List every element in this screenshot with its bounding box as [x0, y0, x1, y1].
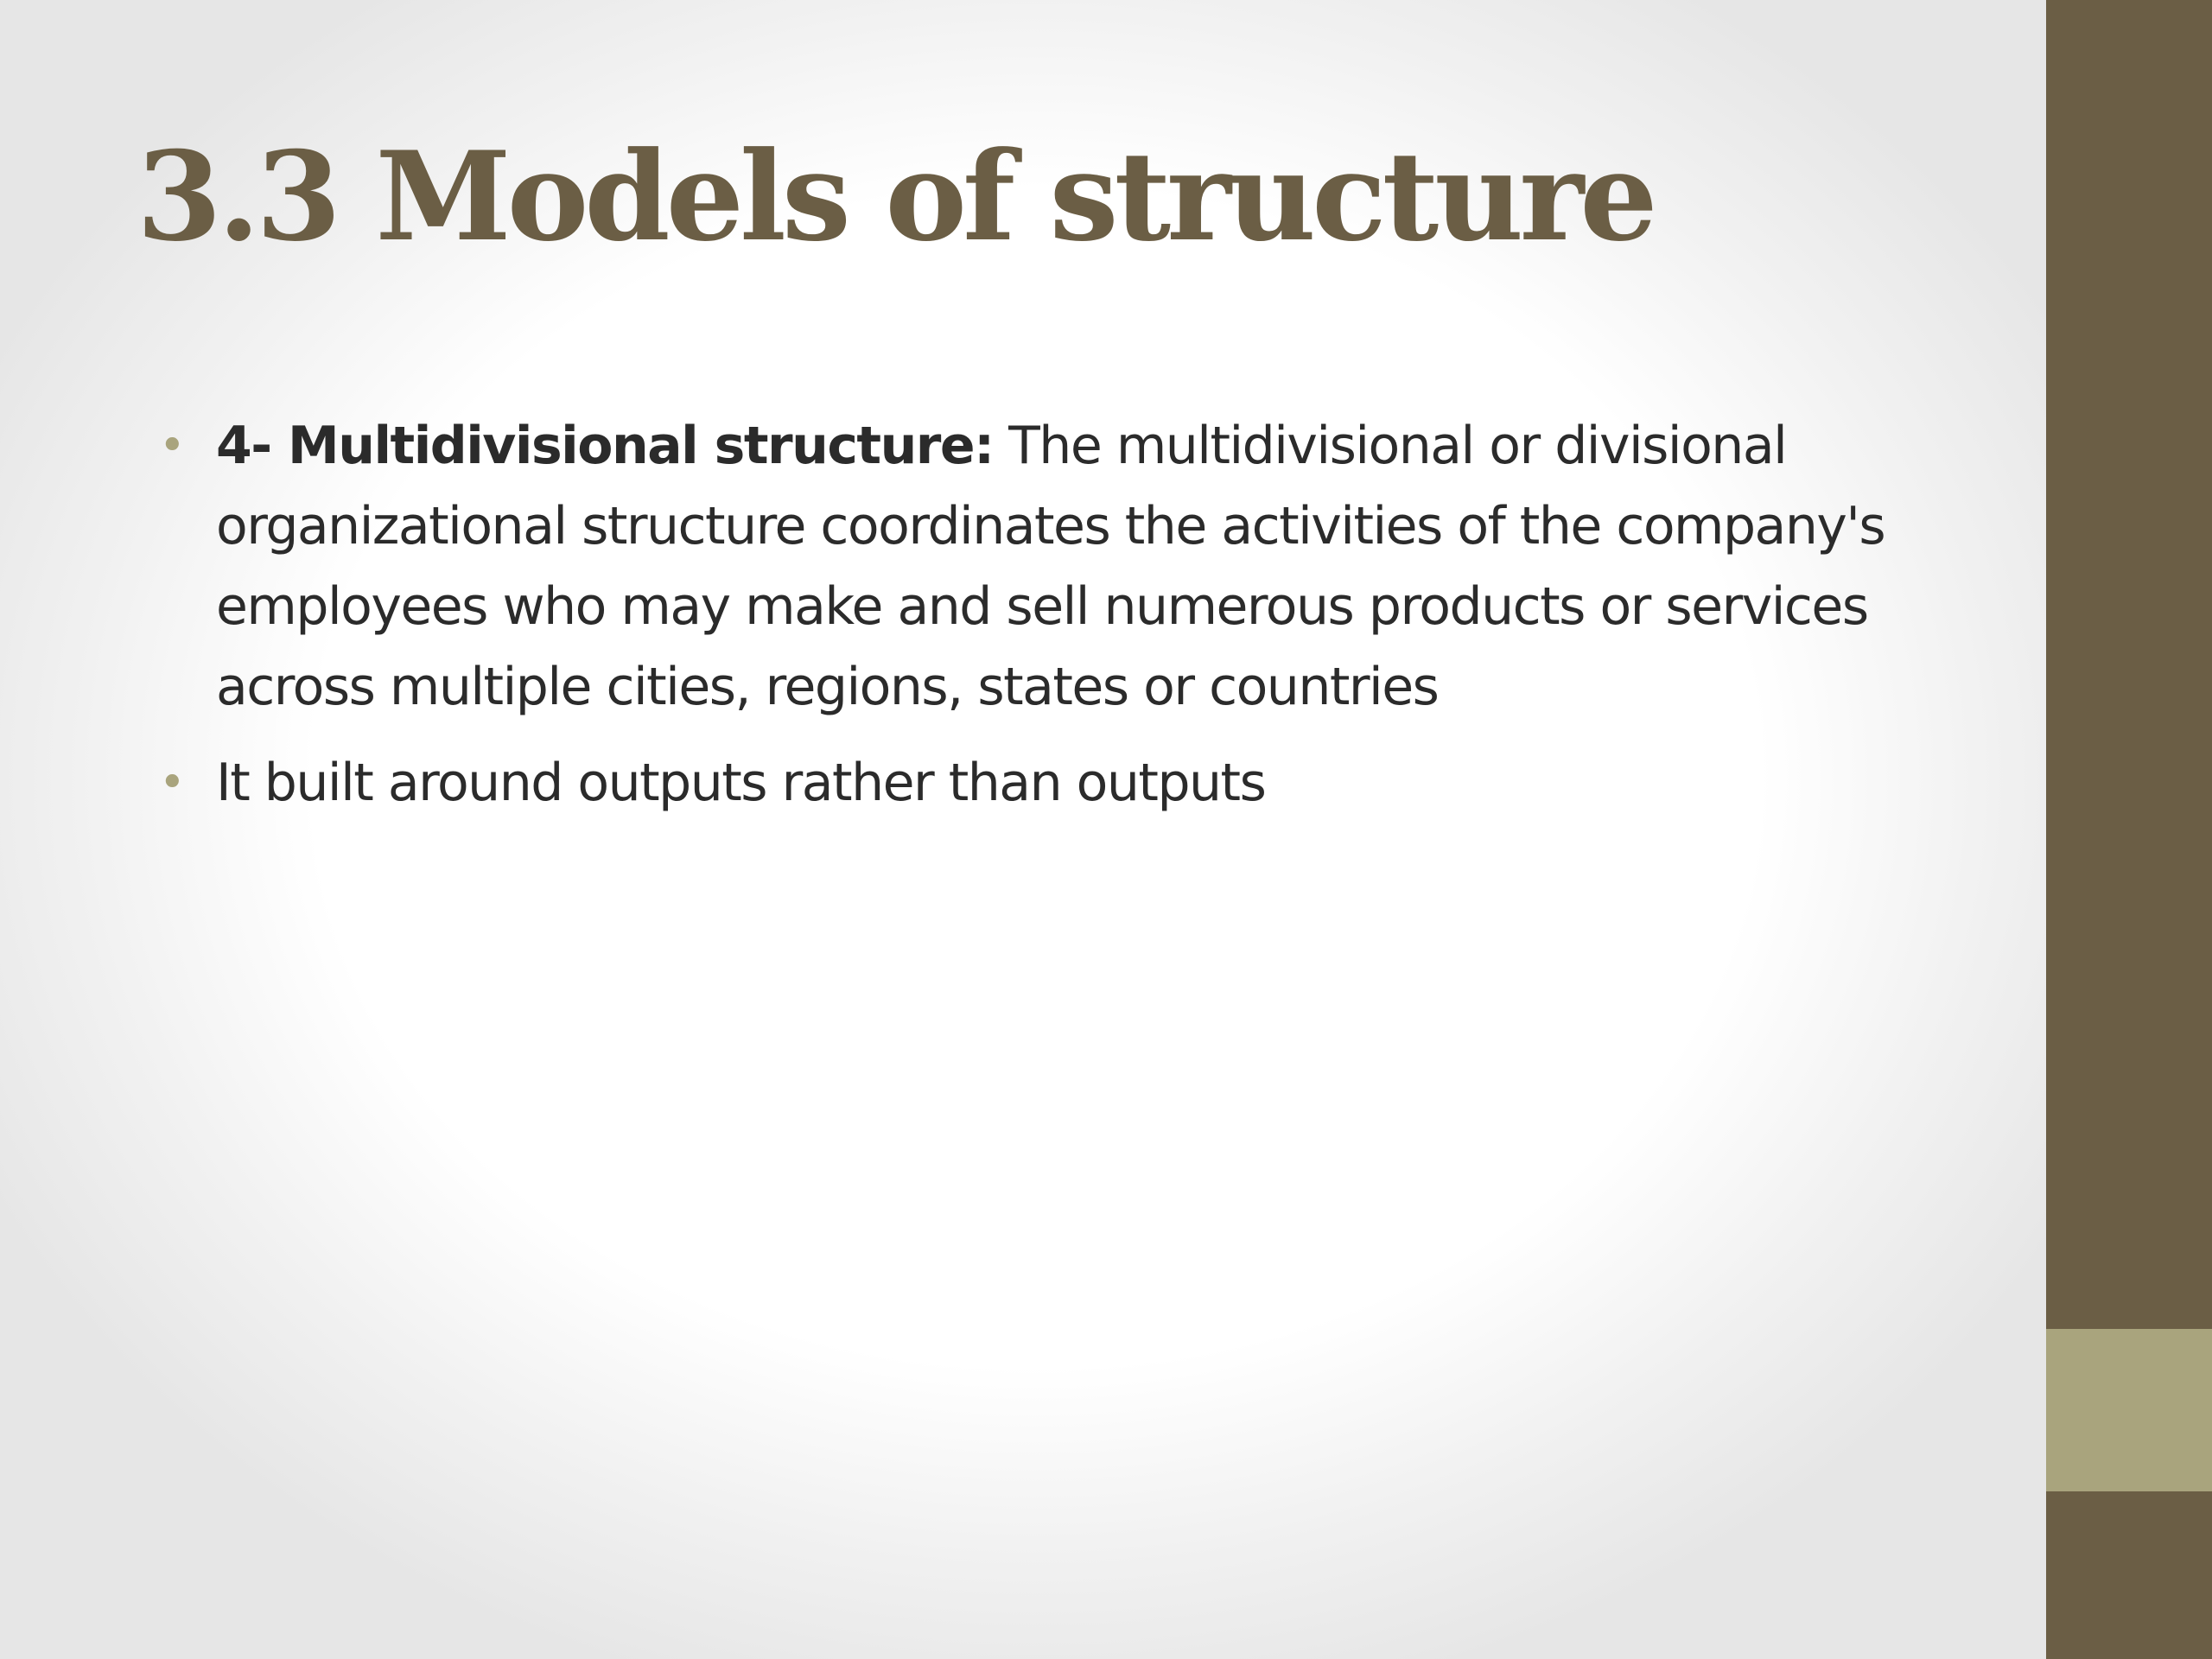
bullet-body-text: It built around outputs rather than outputs — [216, 753, 1266, 813]
slide-title: 3.3 Models of structure — [137, 125, 1654, 269]
bullet-body-text: The multidivisional or divisional organizational structure coordinates the activities of the company's employees who may make and sell numerous products or services across multiple cities, regions, states or countries — [216, 416, 1885, 717]
bullet-item-1 — [159, 406, 1944, 728]
bullet-dot-icon: • — [159, 757, 185, 809]
bullet-list — [159, 406, 1944, 839]
bullet-item-2 — [159, 743, 1944, 823]
bullet-dot-icon: • — [159, 420, 185, 472]
sidebar-accent-block — [2046, 1329, 2212, 1491]
bullet-lead-text: 4- Multidivisional structure: — [216, 416, 994, 476]
